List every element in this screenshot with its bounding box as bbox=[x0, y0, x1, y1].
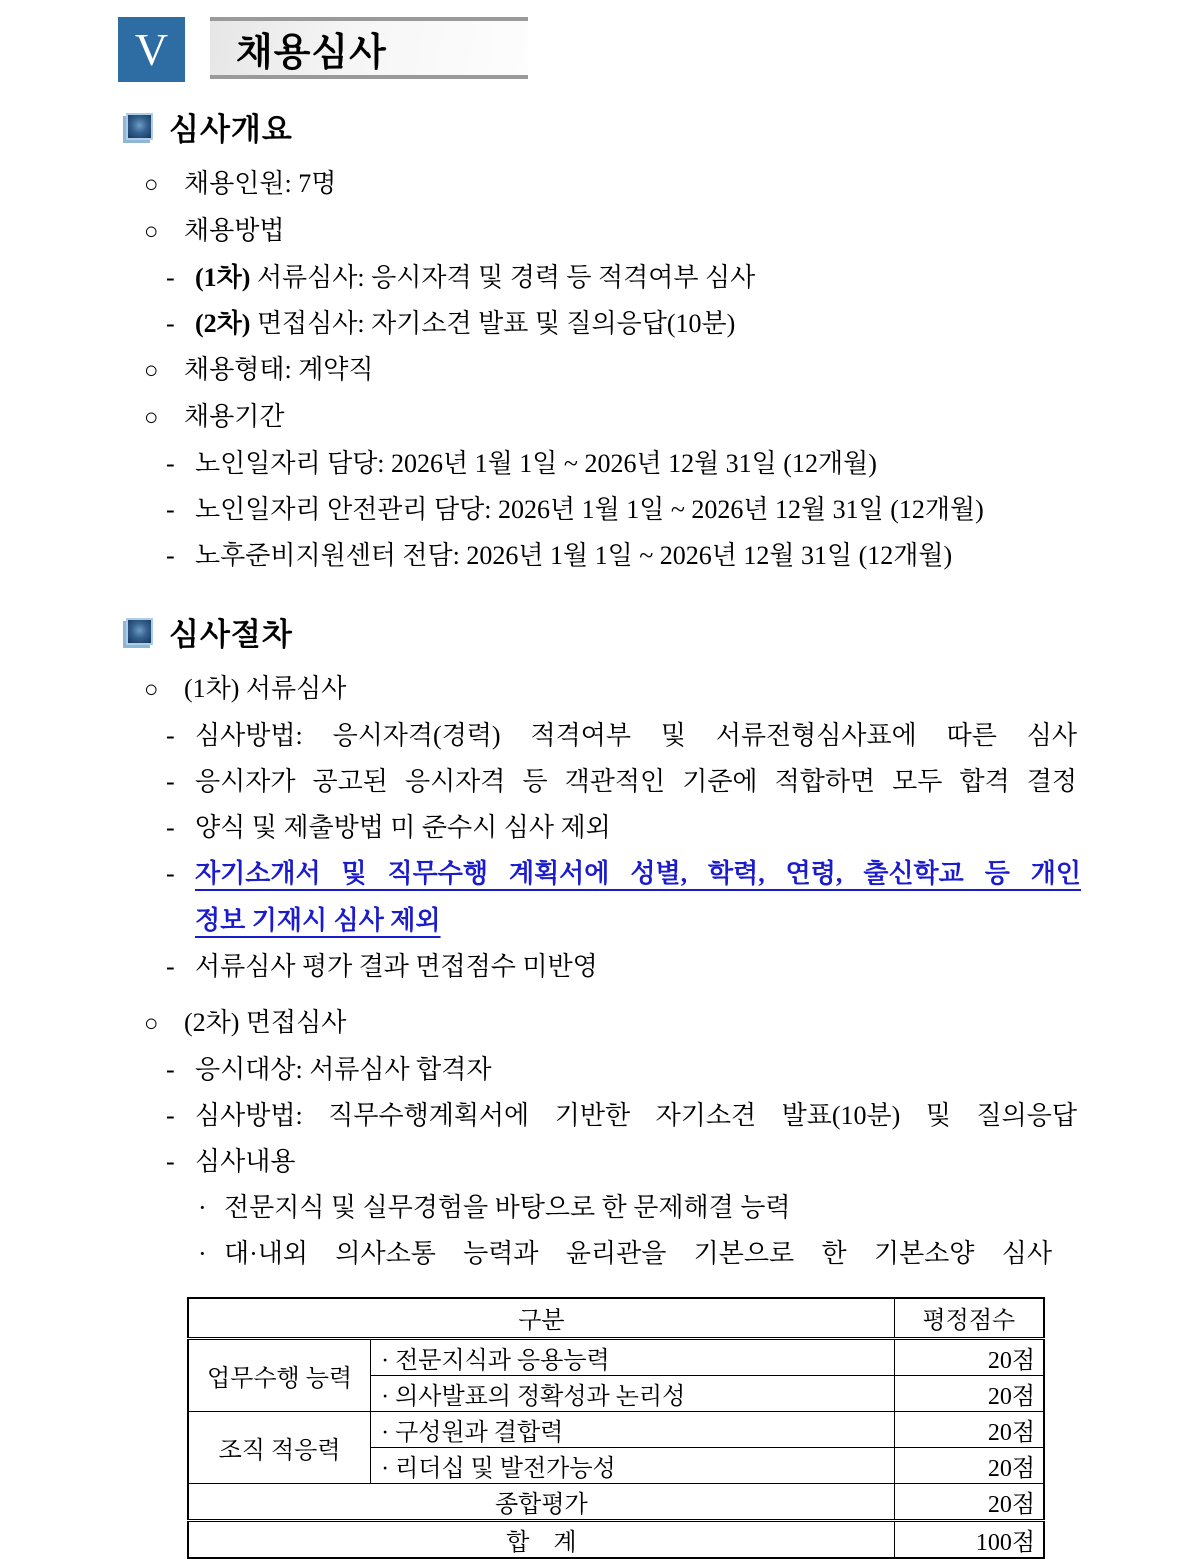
dash-bullet-icon: - bbox=[166, 263, 175, 292]
dash-bullet-icon: - bbox=[166, 495, 175, 524]
stage2-title-row bbox=[144, 1006, 1190, 1041]
summary-cell: 종합평가 bbox=[188, 1483, 894, 1520]
highlighted-exclusion-text: 자기소개서 및 직무수행 계획서에 성별, 학력, 연령, 출신학교 등 개인 정보 기재시 심사 제외 bbox=[195, 859, 1081, 935]
list-item bbox=[166, 539, 1190, 573]
table-row bbox=[188, 1411, 1044, 1447]
stage2-title: (2차) 면접심사 bbox=[184, 1008, 347, 1037]
list-subitem bbox=[198, 1237, 1190, 1271]
overview-section-heading bbox=[126, 104, 1190, 149]
dot-bullet-icon: · bbox=[198, 1193, 207, 1222]
list-item bbox=[166, 307, 1190, 341]
circle-bullet-icon: ○ bbox=[144, 172, 159, 198]
dash-bullet-icon: - bbox=[166, 859, 175, 888]
list-item bbox=[166, 1053, 1190, 1087]
score-cell: 20점 bbox=[894, 1447, 1044, 1483]
list-item-text: 노후준비지원센터 전담: 2026년 1월 1일 ~ 2026년 12월 31일 (12개월) bbox=[195, 541, 953, 570]
table-row bbox=[188, 1338, 1044, 1375]
circle-bullet-icon: ○ bbox=[144, 405, 159, 431]
list-item-text: 채용형태: 계약직 bbox=[184, 355, 374, 384]
score-cell: 20점 bbox=[894, 1375, 1044, 1411]
list-subitem bbox=[198, 1191, 1190, 1225]
stage-label: (1차) bbox=[195, 263, 251, 292]
category-cell: 업무수행 능력 bbox=[188, 1338, 371, 1411]
page-title: 채용심사 bbox=[236, 31, 387, 74]
dash-bullet-icon: - bbox=[166, 1101, 175, 1130]
list-item bbox=[166, 719, 1190, 753]
list-item bbox=[144, 353, 1190, 388]
list-item bbox=[166, 950, 1190, 984]
list-item-text: 노인일자리 담당: 2026년 1월 1일 ~ 2026년 12월 31일 (12개월) bbox=[195, 449, 877, 478]
item-cell: · 리더십 및 발전가능성 bbox=[371, 1447, 895, 1483]
stage1-title-row bbox=[144, 672, 1190, 707]
list-item bbox=[166, 261, 1190, 295]
item-cell: · 전문지식과 응용능력 bbox=[371, 1338, 895, 1375]
list-item bbox=[166, 1099, 1190, 1133]
list-item-text: 양식 및 제출방법 미 준수시 심사 제외 bbox=[195, 813, 611, 842]
column-header-group: 구분 bbox=[188, 1298, 894, 1338]
table-row-summary bbox=[188, 1483, 1044, 1520]
list-item bbox=[144, 400, 1190, 435]
dash-bullet-icon: - bbox=[166, 952, 175, 981]
procedure-section-heading bbox=[126, 609, 1190, 654]
dash-bullet-icon: - bbox=[166, 309, 175, 338]
item-cell: · 구성원과 결합력 bbox=[371, 1411, 895, 1447]
table-header-row bbox=[188, 1298, 1044, 1338]
list-item-text: 심사방법: 직무수행계획서에 기반한 자기소견 발표(10분) 및 질의응답 bbox=[195, 1101, 1077, 1130]
list-item-text: 응시자가 공고된 응시자격 등 객관적인 기준에 적합하면 모두 합격 결정 bbox=[195, 767, 1077, 796]
dash-bullet-icon: - bbox=[166, 541, 175, 570]
overview-heading-text: 심사개요 bbox=[169, 112, 293, 147]
section-square-bullet-icon bbox=[126, 618, 153, 645]
section-number-label: V bbox=[134, 24, 169, 75]
list-item-text: 대·내외 의사소통 능력과 윤리관을 기본으로 한 기본소양 심사 bbox=[224, 1239, 1052, 1268]
dash-bullet-icon: - bbox=[166, 767, 175, 796]
list-item bbox=[166, 765, 1190, 799]
score-cell: 100점 bbox=[894, 1520, 1044, 1558]
circle-bullet-icon: ○ bbox=[144, 1011, 159, 1037]
evaluation-score-table bbox=[187, 1297, 1045, 1559]
stage-label: (2차) bbox=[195, 309, 251, 338]
circle-bullet-icon: ○ bbox=[144, 219, 159, 245]
overview-list bbox=[0, 167, 1190, 573]
dash-bullet-icon: - bbox=[166, 449, 175, 478]
total-cell: 합 계 bbox=[188, 1520, 894, 1558]
circle-bullet-icon: ○ bbox=[144, 358, 159, 384]
page-title-box bbox=[210, 17, 528, 79]
score-cell: 20점 bbox=[894, 1483, 1044, 1520]
dot-bullet-icon: · bbox=[198, 1239, 207, 1268]
document-header bbox=[0, 0, 1190, 82]
section-square-bullet-icon bbox=[126, 113, 153, 140]
column-header-score: 평정점수 bbox=[894, 1298, 1044, 1338]
stage1-block bbox=[0, 672, 1190, 984]
list-item-text: 서류심사 평가 결과 면접점수 미반영 bbox=[195, 952, 598, 981]
list-item bbox=[166, 1145, 1190, 1179]
stage2-block bbox=[0, 1006, 1190, 1271]
list-item-text: (2차) 면접심사: 자기소견 발표 및 질의응답(10분) bbox=[195, 309, 736, 338]
table-row-total bbox=[188, 1520, 1044, 1558]
list-item-text: 전문지식 및 실무경험을 바탕으로 한 문제해결 능력 bbox=[224, 1193, 791, 1222]
dash-bullet-icon: - bbox=[166, 1147, 175, 1176]
procedure-heading-text: 심사절차 bbox=[169, 617, 293, 652]
dash-bullet-icon: - bbox=[166, 721, 175, 750]
category-cell: 조직 적응력 bbox=[188, 1411, 371, 1483]
list-item-text: 심사내용 bbox=[195, 1147, 296, 1176]
score-cell: 20점 bbox=[894, 1338, 1044, 1375]
list-item-text: 채용기간 bbox=[184, 402, 285, 431]
list-item bbox=[144, 214, 1190, 249]
section-number-badge bbox=[118, 17, 185, 82]
list-item bbox=[144, 167, 1190, 202]
list-item bbox=[166, 811, 1190, 845]
item-cell: · 의사발표의 정확성과 논리성 bbox=[371, 1375, 895, 1411]
list-item bbox=[166, 447, 1190, 481]
list-item-text: 노인일자리 안전관리 담당: 2026년 1월 1일 ~ 2026년 12월 31일 (12개월) bbox=[195, 495, 984, 524]
stage1-title: (1차) 서류심사 bbox=[184, 674, 347, 703]
list-item-text: 응시대상: 서류심사 합격자 bbox=[195, 1055, 492, 1084]
score-cell: 20점 bbox=[894, 1411, 1044, 1447]
highlighted-exclusion-item bbox=[166, 857, 1190, 938]
circle-bullet-icon: ○ bbox=[144, 677, 159, 703]
dash-bullet-icon: - bbox=[166, 1055, 175, 1084]
list-item-text: 심사방법: 응시자격(경력) 적격여부 및 서류전형심사표에 따른 심사 bbox=[195, 721, 1077, 750]
list-item-text: (1차) 서류심사: 응시자격 및 경력 등 적격여부 심사 bbox=[195, 263, 756, 292]
list-item-text: 채용인원: 7명 bbox=[184, 169, 337, 198]
dash-bullet-icon: - bbox=[166, 813, 175, 842]
list-item bbox=[166, 493, 1190, 527]
list-item-text: 채용방법 bbox=[184, 216, 285, 245]
